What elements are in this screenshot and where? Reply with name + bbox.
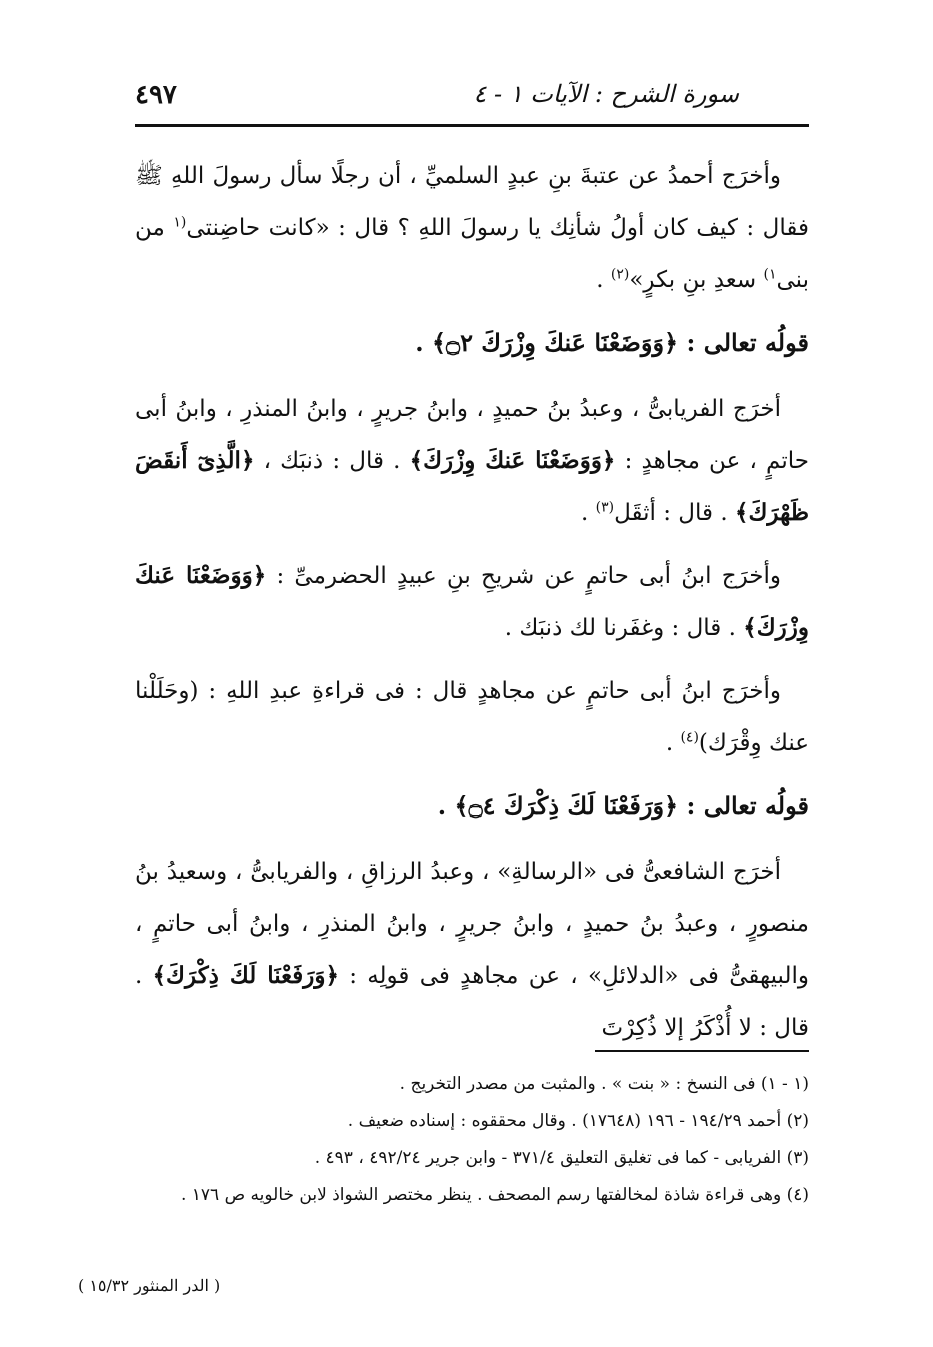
- paragraph-3: [135, 550, 809, 654]
- running-head: سورة الشرح : الآيات ١ - ٤: [473, 80, 739, 108]
- paragraph-text: . قال : أثقَل: [614, 500, 735, 526]
- verse-heading-1: [135, 317, 809, 369]
- print-signature: ( الدر المنثور ١٥/٣٢ ): [78, 1276, 221, 1295]
- paragraph-text: من بنى: [135, 215, 809, 293]
- header-rule: [135, 124, 809, 127]
- verse-heading-2: [135, 780, 809, 832]
- paragraph-text: . قال : ذنبَك ،: [263, 448, 410, 474]
- paragraph-text: أخرَج الفريابىُّ ، وعبدُ بنُ حميدٍ ، وابنُ جريرٍ ، وابنُ المنذرِ ، وابنُ أبى حاتمٍ ، عن مجاهدٍ :: [135, 396, 809, 474]
- quran-quote: ﴿وَوَضَعْنَا عَنكَ وِزْرَكَ﴾: [409, 447, 616, 474]
- page-header: [135, 72, 809, 120]
- footnote-ref: (١: [173, 214, 187, 231]
- footnote-3: (٣) الفريابى - كما فى تغليق التعليق ٣٧١/٤ - وابن جرير ٤٩٢/٢٤ ، ٤٩٣ .: [314, 1148, 809, 1168]
- paragraph-text: سعدِ بنِ بكرٍ»: [629, 267, 757, 293]
- quran-quote: ﴿وَوَضَعْنَا عَنكَ وِزْرَكَ﴾: [135, 562, 809, 641]
- paragraph-text: وأخرَج أحمدُ عن عتبةَ بنِ عبدٍ السلميِّ ، أن رجلًا سأل رسولَ اللهِ ﷺ فقال : كيف كان أولُ شأنِك يا رسولَ اللهِ ؟ قال : «كانت حاضِنتى: [135, 163, 810, 241]
- paragraph-text: أخرَج الشافعىُّ فى «الرسالةِ» ، وعبدُ الرزاقِ ، والفريابىُّ ، وسعيدُ بنُ منصورٍ ، وعبدُ بنُ حميدٍ ، وابنُ جريرٍ ، وابنُ المنذرِ ، وابنُ أبى حاتمٍ ، والبيهقىُّ فى «الدلائلِ» ، عن مجاهدٍ فى قولِه :: [135, 859, 809, 989]
- quran-quote: ﴿وَرَفَعْنَا لَكَ ذِكْرَكَ﴾: [152, 962, 339, 989]
- footnote-ref: (٤): [680, 729, 699, 746]
- footnotes: [135, 1066, 809, 1214]
- paragraph-end: .: [437, 791, 455, 820]
- footnote-2: (٢) أحمد ١٩٤/٢٩ - ١٩٦ (١٧٦٤٨) . وقال محققوه : إسناده ضعيف .: [347, 1111, 809, 1131]
- footnote-ref: ١): [763, 266, 777, 283]
- footnote-rule: [595, 1050, 809, 1052]
- paragraph-end: .: [596, 267, 611, 293]
- verse-label: قولُه تعالى :: [686, 791, 809, 820]
- paragraph-end: . قال : لا أُذْكَرُ إلا ذُكِرْتَ: [135, 963, 809, 1041]
- paragraph-end: . قال : وغفَرنا لك ذنبَك .: [504, 615, 744, 641]
- footnote-ref: (٢): [610, 266, 630, 283]
- paragraph-text: وأخرَج ابنُ أبى حاتمٍ عن شريحِ بنِ عبيدٍ الحضرمىِّ :: [276, 563, 781, 589]
- paragraph-text: وأخرَج ابنُ أبى حاتمٍ عن مجاهدٍ قال : فى قراءةِ عبدِ اللهِ : (وحَلَلْنا عنك وِقْرَك): [135, 678, 809, 756]
- main-text: [135, 150, 809, 1065]
- footnote-ref: (٣): [595, 499, 615, 516]
- paragraph-4: [135, 665, 809, 769]
- paragraph-end: .: [665, 730, 681, 756]
- quran-verse: ﴿وَوَضَعْنَا عَنكَ وِزْرَكَ ۝٢﴾: [431, 328, 679, 357]
- page-number: ٤٩٧: [135, 80, 177, 110]
- verse-label: قولُه تعالى :: [686, 328, 809, 357]
- quran-verse: ﴿وَرَفَعْنَا لَكَ ذِكْرَكَ ۝٤﴾: [454, 791, 679, 820]
- footnote-4: (٤) وهى قراءة شاذة لمخالفتها رسم المصحف . ينظر مختصر الشواذ لابن خالويه ص ١٧٦ .: [180, 1185, 809, 1205]
- paragraph-2: [135, 383, 809, 539]
- paragraph-end: .: [581, 500, 596, 526]
- quran-quote: ﴿الَّذِىٓ أَنقَضَ ظَهْرَكَ﴾: [135, 447, 809, 526]
- paragraph-end: .: [415, 328, 432, 357]
- paragraph-5: [135, 846, 809, 1054]
- paragraph-1: [135, 150, 809, 306]
- footnote-1: (١ - ١) فى النسخ : « بنت » . والمثبت من مصدر التخريج .: [399, 1074, 809, 1094]
